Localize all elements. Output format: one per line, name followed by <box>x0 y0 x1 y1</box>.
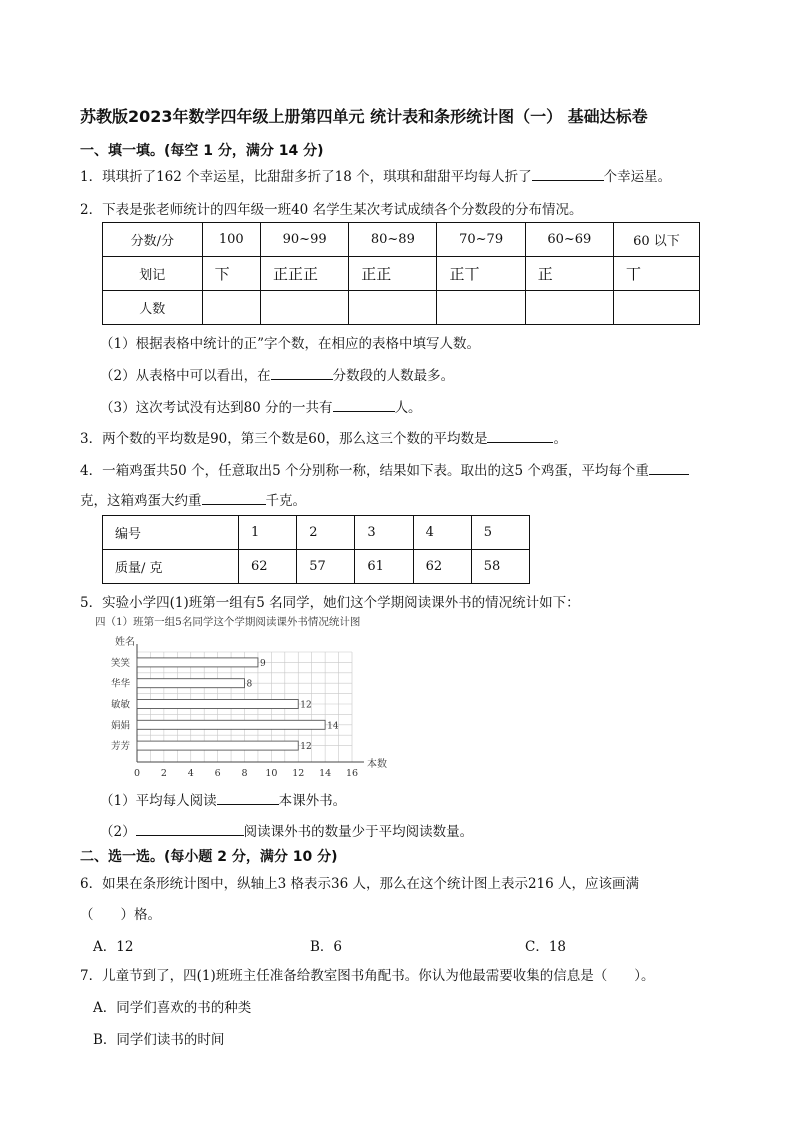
category-label: 笑笑 <box>111 657 131 669</box>
table-cell: 人数 <box>103 291 203 325</box>
question-2-sub3 <box>100 396 422 416</box>
question-3 <box>80 427 567 447</box>
question-5 <box>80 591 580 611</box>
table-cell: 57 <box>297 550 355 584</box>
option-b[interactable]: B．6 <box>310 939 343 955</box>
category-label: 华华 <box>111 678 131 690</box>
table-cell: 90~99 <box>261 223 349 257</box>
tick-label: 4 <box>187 768 194 779</box>
answer-cell[interactable] <box>613 291 699 325</box>
question-text: 一箱鸡蛋共50 个，任意取出5 个分别称一称，结果如下表。取出的这5 个鸡蛋，平均每个重 <box>102 463 649 479</box>
answer-blank[interactable] <box>217 790 279 805</box>
tally-cell: 正正正 <box>261 257 349 291</box>
table-cell: 80~89 <box>349 223 437 257</box>
question-text: 人。 <box>394 400 422 416</box>
question-number: 7． <box>80 968 103 984</box>
answer-cell[interactable] <box>261 291 349 325</box>
question-text: 千克。 <box>265 493 306 509</box>
answer-blank[interactable] <box>532 166 604 181</box>
section1-heading: 一、填一填。(每空 1 分，满分 14 分) <box>80 143 324 159</box>
tally-cell: 下 <box>202 257 260 291</box>
tick-label: 16 <box>345 768 359 779</box>
table-cell: 质量/ 克 <box>103 550 239 584</box>
y-axis-label: 姓名 <box>115 637 135 648</box>
chart-title: 四（1）班第一组5名同学这个学期阅读课外书情况统计图 <box>95 616 361 628</box>
question-4-line2 <box>80 489 306 509</box>
table-cell: 2 <box>297 516 355 550</box>
option-c[interactable]: C．18 <box>525 939 567 955</box>
question-number: 4． <box>80 463 103 479</box>
tick-label: 14 <box>319 768 332 779</box>
option-a[interactable]: A．同学们喜欢的书的种类 <box>93 1000 252 1016</box>
table-row <box>103 223 700 257</box>
option-a[interactable]: A．12 <box>93 939 134 955</box>
chart-ticks <box>134 768 358 779</box>
table-cell: 编号 <box>103 516 239 550</box>
question-2-sub1: （1）根据表格中统计的正”字个数，在相应的表格中填写人数。 <box>100 336 480 352</box>
table-cell: 70~79 <box>437 223 525 257</box>
table-cell: 3 <box>355 516 413 550</box>
category-label: 娟娟 <box>111 720 131 732</box>
question-text: 阅读课外书的数量少于平均阅读数量。 <box>243 824 474 840</box>
question-6-line2: （ ）格。 <box>80 907 161 923</box>
category-label: 敏敏 <box>111 699 131 711</box>
question-number: 6． <box>80 876 103 892</box>
question-5-sub1 <box>100 789 346 809</box>
answer-cell[interactable] <box>525 291 613 325</box>
question-text: 分数段的人数最多。 <box>332 368 455 384</box>
question-text: （1）平均每人阅读 <box>100 793 217 809</box>
question-text: （2）从表格中可以看出，在 <box>100 368 271 384</box>
bar-华华 <box>137 679 245 688</box>
bar-value-label: 12 <box>300 742 312 753</box>
question-1 <box>80 165 671 185</box>
tick-label: 10 <box>265 768 278 779</box>
chart-categories <box>111 657 131 752</box>
reading-bar-chart <box>95 614 405 782</box>
egg-weight-table <box>102 515 530 584</box>
table-cell: 62 <box>239 550 297 584</box>
answer-cell[interactable] <box>437 291 525 325</box>
category-label: 芳芳 <box>111 741 131 753</box>
question-number: 2． <box>80 202 103 218</box>
bar-value-label: 8 <box>246 679 253 690</box>
table-cell: 58 <box>471 550 529 584</box>
tally-cell: 丅 <box>613 257 699 291</box>
table-cell: 4 <box>413 516 471 550</box>
question-text: 下表是张老师统计的四年级一班40 名学生某次考试成绩各个分数段的分布情况。 <box>102 202 583 218</box>
question-text: 两个数的平均数是90，第三个数是60，那么这三个数的平均数是 <box>102 431 488 447</box>
question-text: 实验小学四(1)班第一组有5 名同学，她们这个学期阅读课外书的情况统计如下： <box>102 595 580 611</box>
table-row <box>103 550 530 584</box>
bar-敏敏 <box>137 700 298 709</box>
question-text: 。 <box>553 431 567 447</box>
question-text: 个幸运星。 <box>603 169 672 185</box>
bar-value-label: 14 <box>327 721 339 732</box>
table-cell: 100 <box>202 223 260 257</box>
option-b[interactable]: B．同学们读书的时间 <box>93 1032 225 1048</box>
table-cell: 60~69 <box>525 223 613 257</box>
section2-heading: 二、选一选。(每小题 2 分，满分 10 分) <box>80 849 338 865</box>
question-text: （3）这次考试没有达到80 分的一共有 <box>100 400 333 416</box>
table-cell: 61 <box>355 550 413 584</box>
tick-label: 12 <box>292 768 305 779</box>
tick-label: 2 <box>160 768 167 779</box>
question-text: 本课外书。 <box>278 793 347 809</box>
tick-label: 8 <box>241 768 248 779</box>
table-row <box>103 516 530 550</box>
answer-blank[interactable] <box>649 460 689 475</box>
score-table <box>102 222 700 325</box>
answer-cell[interactable] <box>349 291 437 325</box>
tally-cell: 正 <box>525 257 613 291</box>
question-6 <box>80 872 639 892</box>
answer-blank[interactable] <box>487 428 553 443</box>
table-cell: 62 <box>413 550 471 584</box>
question-4 <box>80 459 689 479</box>
question-text: 如果在条形统计图中，纵轴上3 格表示36 人，那么在这个统计图上表示216 人，应该画满 <box>102 876 640 892</box>
question-2-sub2 <box>100 364 454 384</box>
table-cell: 1 <box>239 516 297 550</box>
bar-笑笑 <box>137 658 258 667</box>
question-number: 1． <box>80 169 103 185</box>
tally-cell: 正丅 <box>437 257 525 291</box>
table-row <box>103 291 700 325</box>
x-axis-label: 本数 <box>367 759 387 770</box>
page-title: 苏教版2023年数学四年级上册第四单元 统计表和条形统计图（一） 基础达标卷 <box>80 107 648 126</box>
chart-bars <box>137 658 339 752</box>
answer-cell[interactable] <box>202 291 260 325</box>
question-2 <box>80 198 583 218</box>
answer-blank[interactable] <box>202 490 266 505</box>
table-row <box>103 257 700 291</box>
answer-blank[interactable] <box>333 397 395 412</box>
answer-blank[interactable] <box>136 821 244 836</box>
table-cell: 划记 <box>103 257 203 291</box>
table-cell: 5 <box>471 516 529 550</box>
table-cell: 60 以下 <box>613 223 699 257</box>
answer-blank[interactable] <box>271 365 333 380</box>
question-5-sub2: （2） 阅读课外书的数量少于平均阅读数量。 <box>100 820 473 840</box>
question-number: 3． <box>80 431 103 447</box>
bar-娟娟 <box>137 720 325 729</box>
question-text: 克，这箱鸡蛋大约重 <box>80 493 202 509</box>
question-text: 琪琪折了162 个幸运星，比甜甜多折了18 个，琪琪和甜甜平均每人折了 <box>102 169 532 185</box>
question-7 <box>80 964 654 984</box>
question-text: 儿童节到了，四(1)班班主任准备给教室图书角配书。你认为他最需要收集的信息是（ ）。 <box>102 968 655 984</box>
bar-value-label: 12 <box>300 700 312 711</box>
tick-label: 6 <box>214 768 221 779</box>
tally-cell: 正正 <box>349 257 437 291</box>
table-cell: 分数/分 <box>103 223 203 257</box>
question-number: 5． <box>80 595 103 611</box>
tick-label: 0 <box>133 768 141 779</box>
bar-value-label: 9 <box>259 658 266 669</box>
bar-芳芳 <box>137 741 298 750</box>
